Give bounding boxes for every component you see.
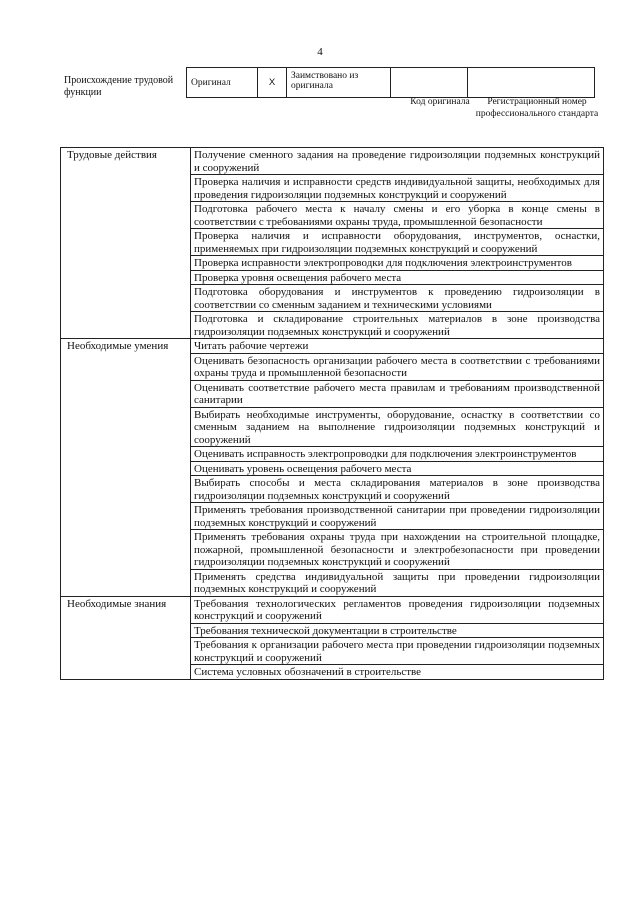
table-row (61, 596, 604, 623)
table-cell-item: Проверка наличия и исправности средств индивидуальной защиты, необходимых для проведения гидроизоляции подземных конструкций и сооружений (191, 175, 604, 202)
table-cell-item: Система условных обозначений в строительстве (191, 665, 604, 680)
required-knowledge-label: Необходимые знания (61, 596, 191, 679)
table-cell-item: Требования к организации рабочего места при проведении гидроизоляции подземных конструкций и сооружений (191, 638, 604, 665)
table-cell-item: Получение сменного задания на проведение гидроизоляции подземных конструкций и сооружений (191, 148, 604, 175)
code-caption: Код оригинала (410, 97, 470, 107)
reg-number-cell (468, 68, 595, 98)
table-cell-item: Проверка наличия и исправности оборудования, инструментов, оснастки, применяемых при гидроизоляции подземных конструкций и сооружений (191, 229, 604, 256)
page-number: 4 (317, 46, 323, 58)
table-cell-item: Оценивать безопасность организации рабочего места в соответствии с требованиями охраны труда и промышленной безопасности (191, 353, 604, 380)
table-cell-item: Читать рабочие чертежи (191, 339, 604, 354)
code-cell (391, 68, 468, 98)
table-cell-item: Оценивать соответствие рабочего места правилам и требованиям производственной санитарии (191, 380, 604, 407)
labor-actions-label: Трудовые действия (61, 148, 191, 339)
table-row (61, 148, 604, 175)
table-cell-item: Оценивать исправность электропроводки для подключения электроинструментов (191, 447, 604, 462)
table-cell-item: Подготовка оборудования и инструментов к проведению гидроизоляции в соответствии со сменным заданием и техническими условиями (191, 285, 604, 312)
origin-label: Происхождение трудовой функции (64, 75, 174, 98)
table-cell-item: Применять требования охраны труда при нахождении на строительной площадке, пожарной, промышленной безопасности и электробезопасности при проведении гидроизоляции подземных конструкций и сооружений (191, 530, 604, 570)
table-cell-item: Проверка уровня освещения рабочего места (191, 270, 604, 285)
table-cell-item: Применять средства индивидуальной защиты при проведении гидроизоляции подземных конструкций и сооружений (191, 569, 604, 596)
reg-number-caption: Регистрационный номер профессионального стандарта (475, 97, 599, 119)
table-cell-item: Подготовка и складирование строительных материалов в зоне производства гидроизоляции подземных конструкций и сооружений (191, 312, 604, 339)
table-cell-item: Проверка исправности электропроводки для подключения электроинструментов (191, 256, 604, 271)
borrowed-cell: Заимствовано из оригинала (287, 68, 391, 98)
table-cell-item: Оценивать уровень освещения рабочего места (191, 461, 604, 476)
table-cell-item: Применять требования производственной санитарии при проведении гидроизоляции подземных конструкций и сооружений (191, 503, 604, 530)
required-skills-label: Необходимые умения (61, 339, 191, 597)
original-cell: Оригинал (187, 68, 258, 98)
table-cell-item: Требования технической документации в строительстве (191, 623, 604, 638)
table-row (61, 339, 604, 354)
labor-function-table (60, 147, 604, 680)
original-mark: X (258, 68, 287, 98)
table-cell-item: Выбирать способы и места складирования материалов в зоне производства гидроизоляции подземных конструкций и сооружений (191, 476, 604, 503)
origin-table (186, 67, 595, 98)
table-cell-item: Выбирать необходимые инструменты, оборудование, оснастку в соответствии со сменным заданием на выполнение гидроизоляции подземных конструкций и сооружений (191, 407, 604, 447)
table-cell-item: Подготовка рабочего места к началу смены и его уборка в конце смены в соответствии с требованиями охраны труда, промышленной безопасности (191, 202, 604, 229)
table-cell-item: Требования технологических регламентов проведения гидроизоляции подземных конструкций и сооружений (191, 596, 604, 623)
